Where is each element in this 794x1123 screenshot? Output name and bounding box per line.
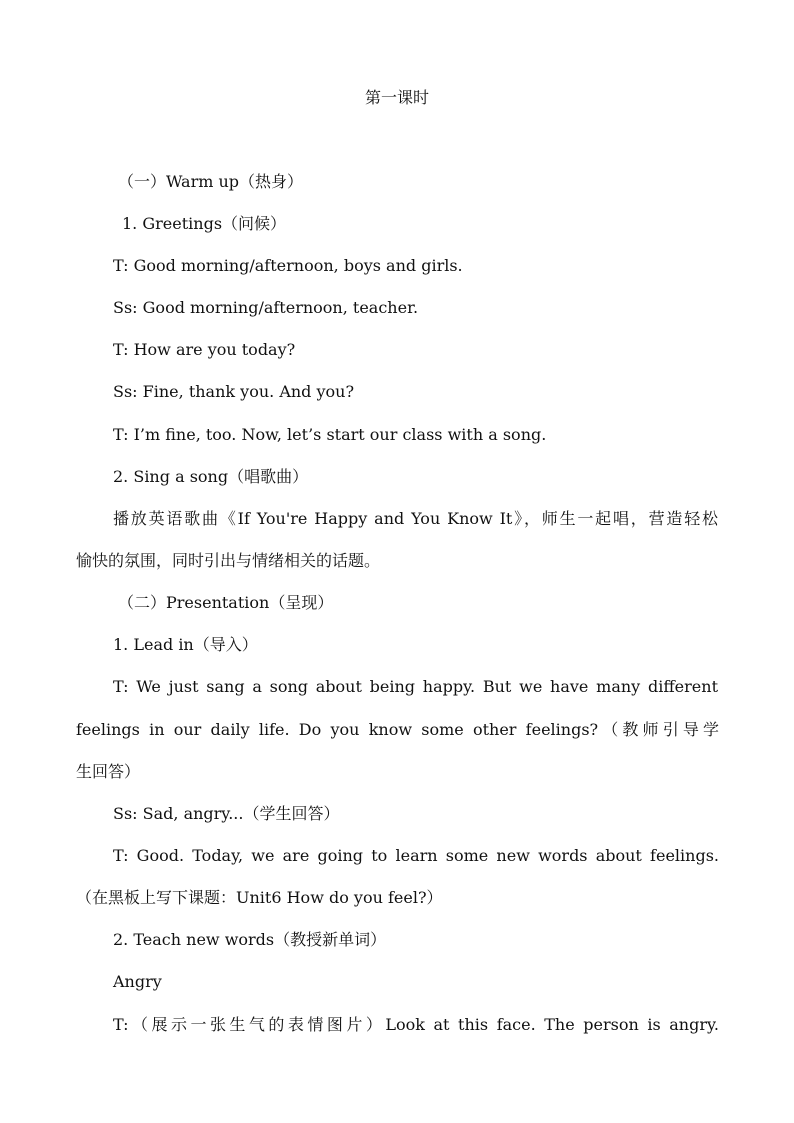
step-sing-a-song: 2. Sing a song（唱歌曲）	[113, 467, 309, 486]
dialogue-line: T: Good. Today, we are going to learn some new words about feelings.	[113, 846, 719, 865]
dialogue-line: T: Good morning/afternoon, boys and girls.	[113, 256, 463, 275]
section-heading-warm-up: （一）Warm up（热身）	[118, 172, 304, 191]
dialogue-line: T: I’m fine, too. Now, let’s start our class with a song.	[113, 425, 547, 444]
lesson-title: 第一课时	[364, 88, 429, 107]
dialogue-line: feelings in our daily life. Do you know some other feelings?（教师引导学	[76, 720, 719, 739]
dialogue-line: Ss: Good morning/afternoon, teacher.	[113, 298, 419, 317]
step-lead-in: 1. Lead in（导入）	[113, 635, 258, 654]
step-greetings: 1. Greetings（问候）	[122, 214, 287, 233]
dialogue-line: （在黑板上写下课题：Unit6 How do you feel?）	[76, 888, 443, 907]
paragraph-line: 播放英语歌曲《If You're Happy and You Know It》，师生一起唱，营造轻松	[113, 509, 718, 528]
dialogue-line: Ss: Fine, thank you. And you?	[113, 382, 355, 401]
paragraph-line: 愉快的氛围，同时引出与情绪相关的话题。	[76, 551, 381, 570]
dialogue-line: Ss: Sad, angry...（学生回答）	[113, 804, 340, 823]
dialogue-line: 生回答）	[76, 762, 141, 781]
dialogue-line: T:（展示一张生气的表情图片）Look at this face. The person is angry.	[113, 1015, 719, 1034]
dialogue-line: T: How are you today?	[113, 340, 296, 359]
section-heading-presentation: （二）Presentation（呈现）	[118, 593, 334, 612]
step-teach-new-words: 2. Teach new words（教授新单词）	[113, 930, 387, 949]
vocabulary-word: Angry	[113, 972, 162, 991]
dialogue-line: T: We just sang a song about being happy. But we have many different	[113, 677, 718, 696]
